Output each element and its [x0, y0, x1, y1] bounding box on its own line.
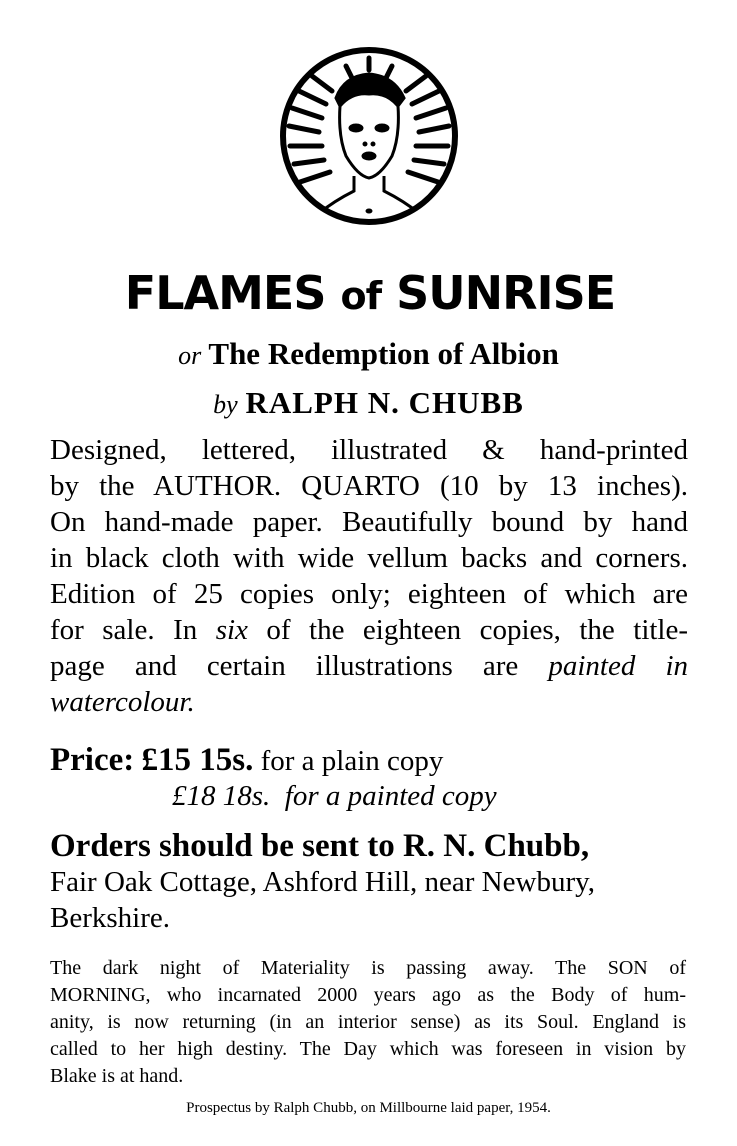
subtitle	[0, 336, 737, 372]
text: of the eighteen copies, the title-	[266, 614, 689, 646]
title-word: FLAMES	[124, 266, 326, 320]
orders-heading: Orders should be sent to R. N. Chubb,	[50, 828, 590, 864]
byline	[0, 385, 737, 421]
author-name: RALPH N. CHUBB	[245, 385, 524, 420]
book-title	[30, 266, 710, 320]
manifesto-line: called to her high destiny. The Day which was foreseen in vision by	[50, 1038, 686, 1060]
sun-youth-emblem-icon	[274, 36, 464, 241]
subtitle-or: or	[178, 341, 202, 370]
painted-price: £18 18s.	[172, 780, 271, 812]
description-line: in black cloth with wide vellum backs and corners.	[50, 542, 688, 574]
description-line: Designed, lettered, illustrated & hand-printed	[50, 434, 688, 466]
description-line: by the AUTHOR. QUARTO (10 by 13 inches).	[50, 470, 688, 502]
text: page and certain illustrations are	[50, 650, 519, 682]
painted-text: for a painted copy	[284, 780, 497, 812]
manifesto-line: The dark night of Materiality is passing away. The SON of	[50, 957, 686, 979]
description-line: On hand-made paper. Beautifully bound by hand	[50, 506, 688, 538]
plain-text: for a plain copy	[260, 745, 444, 777]
subtitle-text: The Redemption of Albion	[208, 336, 559, 371]
manifesto-line: MORNING, who incarnated 2000 years ago as the Body of hum-	[50, 984, 686, 1006]
orders-address: Berkshire.	[50, 902, 170, 934]
footer-note: Prospectus by Ralph Chubb, on Millbourne laid paper, 1954.	[186, 1100, 551, 1116]
emphasis: watercolour.	[50, 686, 195, 718]
price-plain	[50, 742, 443, 779]
description-line	[50, 648, 688, 684]
price-label: Price:	[50, 742, 135, 778]
manifesto-line: anity, is now returning (in an interior sense) as its Soul. England is	[50, 1011, 686, 1033]
text: for sale. In	[50, 614, 198, 646]
emphasis: painted in	[548, 650, 689, 682]
description-line	[50, 684, 195, 720]
emphasis: six	[215, 614, 248, 646]
plain-price: £15 15s.	[141, 742, 254, 778]
orders-address: Fair Oak Cottage, Ashford Hill, near Newbury,	[50, 866, 595, 898]
manifesto-line: Blake is at hand.	[50, 1065, 184, 1087]
byline-by: by	[213, 390, 238, 419]
title-word: SUNRISE	[396, 266, 616, 320]
description-line	[50, 612, 688, 648]
description-line: Edition of 25 copies only; eighteen of which are	[50, 578, 688, 610]
price-painted	[172, 778, 497, 814]
title-of: of	[340, 274, 382, 318]
